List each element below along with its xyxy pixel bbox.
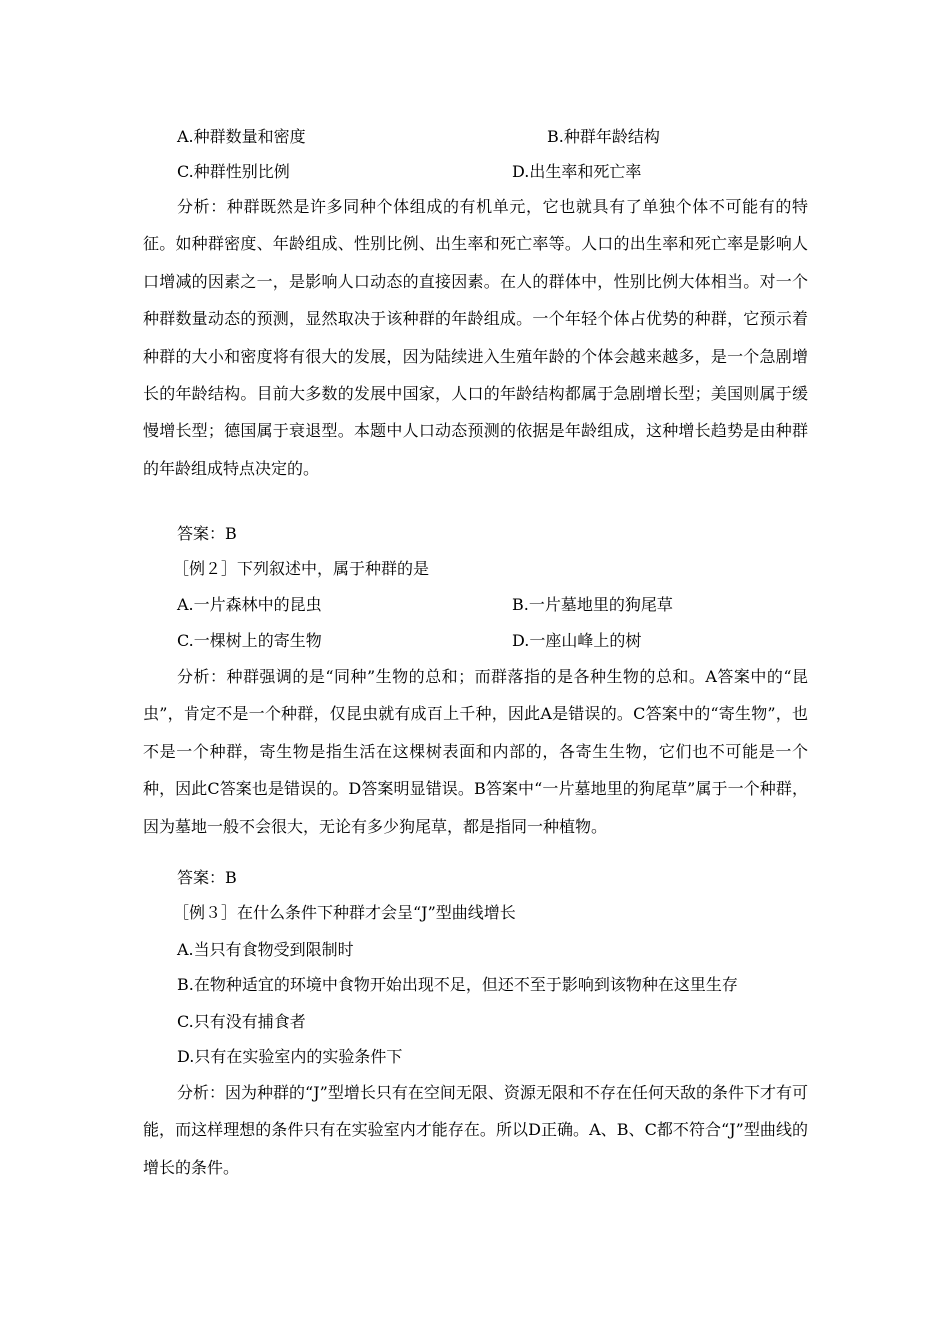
- q3-option-d: D.只有在实验室内的实验条件下: [177, 1047, 403, 1066]
- q3-option-b: B.在物种适宜的环境中食物开始出现不足，但还不至于影响到该物种在这里生存: [177, 975, 738, 994]
- q1-answer: 答案：B: [177, 524, 237, 543]
- q3-analysis: 分析：因为种群的“J”型增长只有在空间无限、资源无限和不存在任何天敌的条件下才有可能，而这样理想的条件只有在实验室内才能存在。所以D正确。A、B、C都不符合“J”型曲线的增长的条件。: [143, 1083, 808, 1177]
- q1-option-b: B.种群年龄结构: [547, 127, 660, 146]
- q2-analysis: 分析：种群强调的是“同种”生物的总和；而群落指的是各种生物的总和。A答案中的“昆虫”，肯定不是一个种群，仅昆虫就有成百上千种，因此A是错误的。C答案中的“寄生物”，也不是一个种群，寄生物是指生活在这棵树表面和内部的，各寄生生物，它们也不可能是一个种，因此C答案也是错误的。D答案明显错误。B答案中“一片墓地里的狗尾草”属于一个种群，因为墓地一般不会很大，无论有多少狗尾草，都是指同一种植物。: [143, 667, 808, 836]
- q2-option-d: D.一座山峰上的树: [512, 631, 642, 650]
- q2-answer: 答案：B: [177, 868, 237, 887]
- q2-stem: ［例２］下列叙述中，属于种群的是: [173, 559, 430, 578]
- q1-option-c: C.种群性别比例: [177, 162, 290, 181]
- q1-analysis: 分析：种群既然是许多同种个体组成的有机单元，它也就具有了单独个体不可能有的特征。如种群密度、年龄组成、性别比例、出生率和死亡率等。人口的出生率和死亡率是影响人口增减的因素之一，是影响人口动态的直接因素。在人的群体中，性别比例大体相当。对一个种群数量动态的预测，显然取决于该种群的年龄组成。一个年轻个体占优势的种群，它预示着种群的大小和密度将有很大的发展，因为陆续进入生殖年龄的个体会越来越多，是一个急剧增长的年龄结构。目前大多数的发展中国家，人口的年龄结构都属于急剧增长型；美国则属于缓慢增长型；德国属于衰退型。本题中人口动态预测的依据是年龄组成，这种增长趋势是由种群的年龄组成特点决定的。: [143, 197, 808, 478]
- q2-option-a: A.一片森林中的昆虫: [177, 595, 322, 614]
- q2-option-b: B.一片墓地里的狗尾草: [512, 595, 673, 614]
- q3-option-c: C.只有没有捕食者: [177, 1012, 306, 1031]
- q3-stem: ［例３］在什么条件下种群才会呈“J”型曲线增长: [173, 903, 516, 922]
- q1-option-d: D.出生率和死亡率: [512, 162, 642, 181]
- q3-option-a: A.当只有食物受到限制时: [177, 940, 354, 959]
- q2-option-c: C.一棵树上的寄生物: [177, 631, 322, 650]
- q1-option-a: A.种群数量和密度: [177, 127, 306, 146]
